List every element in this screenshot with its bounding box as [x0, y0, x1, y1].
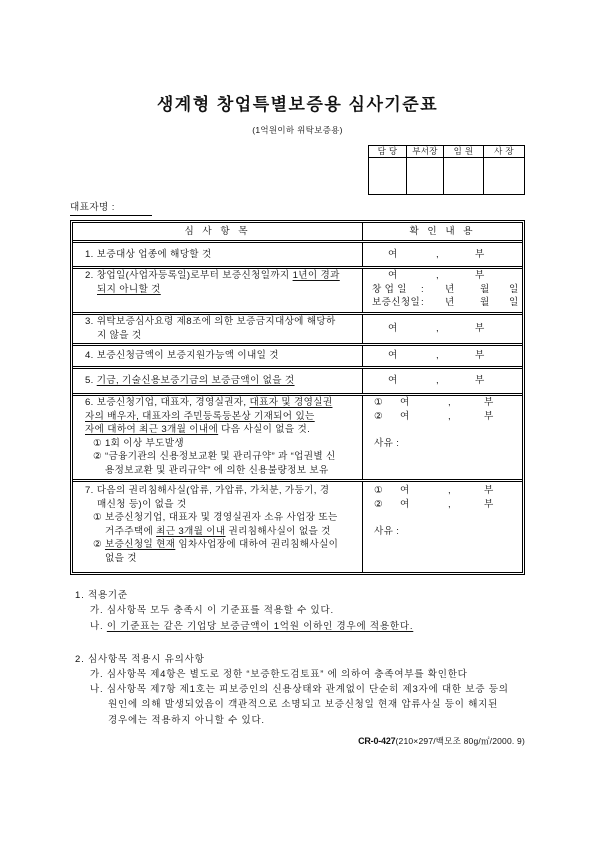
- approval-header-executive: 임 원: [444, 146, 484, 158]
- yes-option: 여: [388, 323, 398, 335]
- text-segment: 5.: [85, 375, 97, 387]
- notes-section-2-continuation: 경우에는 적용하지 아니할 수 있다.: [108, 715, 265, 726]
- no-option: 부: [484, 485, 494, 496]
- yes-no-line-2: [363, 498, 522, 512]
- yes-no-line-2: [363, 410, 522, 424]
- separator: ,: [436, 248, 440, 260]
- reason-label: 사유 :: [374, 525, 400, 537]
- criterion-line: [85, 269, 362, 283]
- page-subtitle: (1억원이하 위탁보증용): [252, 125, 343, 135]
- item-mark-2: ②: [374, 498, 383, 510]
- page-title: 생계형 창업특별보증용 심사기준표: [156, 95, 439, 114]
- text-segment: 다음 사실이 없을 것.: [218, 424, 311, 436]
- year-label: 년: [445, 283, 455, 295]
- text-segment: 3. 위탁보증심사요령 제8조에 의한 보증금지대상에 해당하: [85, 316, 336, 328]
- text-segment: ② “금융기관의 신용정보교환 및 관리규약” 과 “업권별 신: [93, 451, 336, 463]
- yes-option: 여: [388, 375, 398, 387]
- no-option: 부: [484, 397, 494, 408]
- header-check: 확 인 내 용: [409, 225, 476, 237]
- text-segment: 1. 보증대상 업종에 해당할 것: [85, 248, 212, 260]
- table-header-row: [73, 223, 522, 240]
- application-date-label: 보증신청일: [372, 297, 421, 309]
- approval-signature-president: [484, 158, 524, 194]
- criterion-5-check: [362, 369, 522, 393]
- criterion-line: [85, 464, 362, 478]
- text-segment: 6. 보증신청기업, 대표자, 경영실권자,: [85, 397, 250, 408]
- yes-no-line: [363, 374, 522, 388]
- approval-signature-manager: [407, 158, 444, 194]
- yes-no-line: [363, 349, 522, 363]
- text-segment: 7. 다음의 권리침해사실(압류, 가압류, 가처분, 가등기, 경: [85, 485, 330, 496]
- application-date-line: [363, 296, 522, 310]
- criterion-4: [73, 343, 522, 366]
- emphasis-text: 1년이 경과: [292, 270, 340, 281]
- text-segment: ① 1회 이상 부도발생: [93, 437, 185, 449]
- criterion-5-text: [73, 369, 362, 393]
- emphasis-text: 되지 아니할 것: [97, 283, 161, 295]
- criterion-3-text: [73, 315, 362, 343]
- paper-spec: (210×297/백모조 80g/㎡/2000. 9): [395, 736, 525, 746]
- criterion-2-text: [73, 269, 362, 312]
- month-label: 월: [480, 297, 490, 309]
- criterion-line: [85, 484, 362, 498]
- emphasis-text: 자에 대하여 최근 3개월 이내에: [85, 424, 219, 436]
- criterion-line: [85, 283, 362, 297]
- separator: ,: [448, 397, 452, 408]
- yes-option: 여: [400, 485, 410, 496]
- header-item: 심 사 항 목: [184, 225, 251, 237]
- separator: ,: [448, 498, 452, 510]
- emphasis-text: 보증신청일 현재: [104, 539, 176, 551]
- criterion-subitem: [85, 511, 362, 525]
- criterion-7: [73, 479, 522, 572]
- text-segment: ②: [93, 539, 105, 551]
- separator: ,: [436, 350, 440, 362]
- criterion-6-text: [73, 396, 362, 479]
- text-segment: 4. 보증신청금액이 보증지원가능액 이내일 것: [85, 350, 279, 362]
- yes-option: 여: [400, 410, 410, 422]
- item-mark-1: ①: [374, 485, 383, 496]
- colon: :: [421, 283, 425, 295]
- text-segment: 거주주택에: [105, 525, 157, 537]
- header-item-cell: [73, 223, 362, 240]
- text-segment: 2. 창업일(사업자등록일)로부터 보증신청일까지: [85, 270, 293, 281]
- no-option: 부: [484, 410, 494, 422]
- approval-header-staff: 담 당: [369, 146, 407, 158]
- text-segment: ① 보증신청기업, 대표자 및 경영실권자 소유 사업장 또는: [93, 512, 338, 524]
- notes-section-2-item: 나. 심사항목 제7항 제1호는 피보증인의 신용상태와 관계없이 단순히 제3자에 대한 보증 등의: [90, 684, 509, 695]
- text-segment: 나.: [90, 621, 107, 632]
- reason-label: 사유 :: [374, 437, 400, 449]
- notes-section-2-item: 가. 심사항목 제4항은 별도로 정한 “보증한도검토표” 에 의하여 충족여부를 확인한다: [90, 669, 468, 680]
- approval-header-president: 사 장: [484, 146, 524, 158]
- notes-section-1-item: [90, 604, 334, 618]
- text-segment: 가. 심사항목 모두 충족시 이 기준표를 적용할 수 있다.: [90, 605, 334, 616]
- no-option: 부: [475, 248, 485, 260]
- criterion-line: [85, 423, 362, 437]
- yes-no-line: [363, 248, 522, 262]
- notes-section-1-title: 1. 적용기준: [75, 590, 128, 601]
- criterion-subitem: [85, 538, 362, 552]
- startup-date-line: [363, 283, 522, 297]
- criterion-line: [85, 349, 362, 363]
- emphasis-text: 자의 배우자, 대표자의 주민등록등본상 기재되어 있는: [85, 410, 315, 422]
- separator: ,: [436, 375, 440, 387]
- item-mark-2: ②: [374, 410, 383, 422]
- yes-option: 여: [388, 248, 398, 260]
- approval-signature-executive: [444, 158, 484, 194]
- text-segment: 매신청 등)이 없을 것: [97, 498, 187, 510]
- header-check-cell: [362, 223, 522, 240]
- text-segment: 권리침해사실이 없을 것: [225, 525, 331, 537]
- text-segment: 지 않을 것: [97, 330, 142, 341]
- criterion-4-check: [362, 346, 522, 366]
- criterion-3-check: [362, 315, 522, 343]
- criterion-4-text: [73, 346, 362, 366]
- criterion-2: [73, 266, 522, 312]
- criterion-line: [85, 552, 362, 566]
- separator: ,: [436, 270, 440, 281]
- criterion-7-text: [73, 482, 362, 572]
- day-label: 일: [509, 283, 519, 295]
- criterion-subitem: [85, 450, 362, 464]
- yes-option: 여: [400, 397, 410, 408]
- criterion-line: [85, 374, 362, 388]
- criterion-7-check: [362, 482, 522, 572]
- yes-option: 여: [400, 498, 410, 510]
- approval-header-manager: 부서장: [407, 146, 444, 158]
- approval-box: [368, 145, 525, 195]
- month-label: 월: [480, 283, 490, 295]
- yes-no-line-1: [363, 484, 522, 498]
- representative-field: [70, 201, 152, 216]
- criterion-line: [85, 315, 362, 329]
- criterion-1: [73, 240, 522, 266]
- criterion-1-check: [362, 243, 522, 266]
- emphasis-text: 이 기준표는 같은 기업당 보증금액이 1억원 이하인 경우에 적용한다.: [106, 621, 414, 632]
- criterion-line: [85, 525, 362, 539]
- criterion-subitem: [85, 437, 362, 451]
- criterion-line: [85, 329, 362, 343]
- separator: ,: [448, 485, 452, 496]
- approval-signature-staff: [369, 158, 407, 194]
- criterion-2-check: [362, 269, 522, 312]
- criterion-5: [73, 366, 522, 393]
- no-option: 부: [475, 270, 485, 281]
- form-code-footer: [358, 734, 525, 748]
- criterion-line: [85, 410, 362, 424]
- year-label: 년: [445, 297, 455, 309]
- notes-section-2-continuation: 원인에 의해 발생되었음이 객관적으로 소명되고 보증신청일 현재 압류사실 등이 해지된: [108, 699, 499, 710]
- yes-option: 여: [388, 270, 398, 281]
- criterion-3: [73, 312, 522, 343]
- notes-section-2-title: 2. 심사항목 적용시 유의사항: [75, 654, 205, 665]
- no-option: 부: [475, 323, 485, 335]
- criterion-line: [85, 396, 362, 410]
- startup-date-label: 창 업 일: [372, 283, 407, 295]
- emphasis-text: 대표자 및 경영실권: [249, 397, 333, 408]
- day-label: 일: [509, 297, 519, 309]
- colon: :: [421, 297, 425, 309]
- notes-section-1-item: [90, 620, 413, 634]
- no-option: 부: [475, 375, 485, 387]
- yes-no-line-1: [363, 396, 522, 410]
- criterion-line: [85, 248, 362, 262]
- item-mark-1: ①: [374, 397, 383, 408]
- reason-line: [363, 525, 522, 539]
- criterion-6: [73, 393, 522, 479]
- criterion-line: [85, 498, 362, 512]
- separator: ,: [436, 323, 440, 335]
- emphasis-text: 최근 3개월 이내: [156, 525, 226, 537]
- reason-line: [363, 437, 522, 451]
- representative-label: 대표자명 :: [70, 202, 115, 213]
- text-segment: 없을 것: [105, 552, 137, 564]
- yes-no-line: [363, 322, 522, 336]
- criterion-6-check: [362, 396, 522, 479]
- no-option: 부: [475, 350, 485, 362]
- form-code: CR-0-427: [358, 736, 396, 746]
- yes-option: 여: [388, 350, 398, 362]
- text-segment: 임차사업장에 대하여 권리침해사실이: [175, 539, 339, 551]
- criteria-table: [70, 220, 525, 575]
- no-option: 부: [484, 498, 494, 510]
- separator: ,: [448, 410, 452, 422]
- text-segment: 용정보교환 및 관리규약” 에 의한 신용불량정보 보유: [105, 464, 329, 476]
- emphasis-text: 기금, 기술신용보증기금의 보증금액이 없을 것: [96, 375, 295, 387]
- criterion-1-text: [73, 243, 362, 266]
- yes-no-line: [363, 269, 522, 283]
